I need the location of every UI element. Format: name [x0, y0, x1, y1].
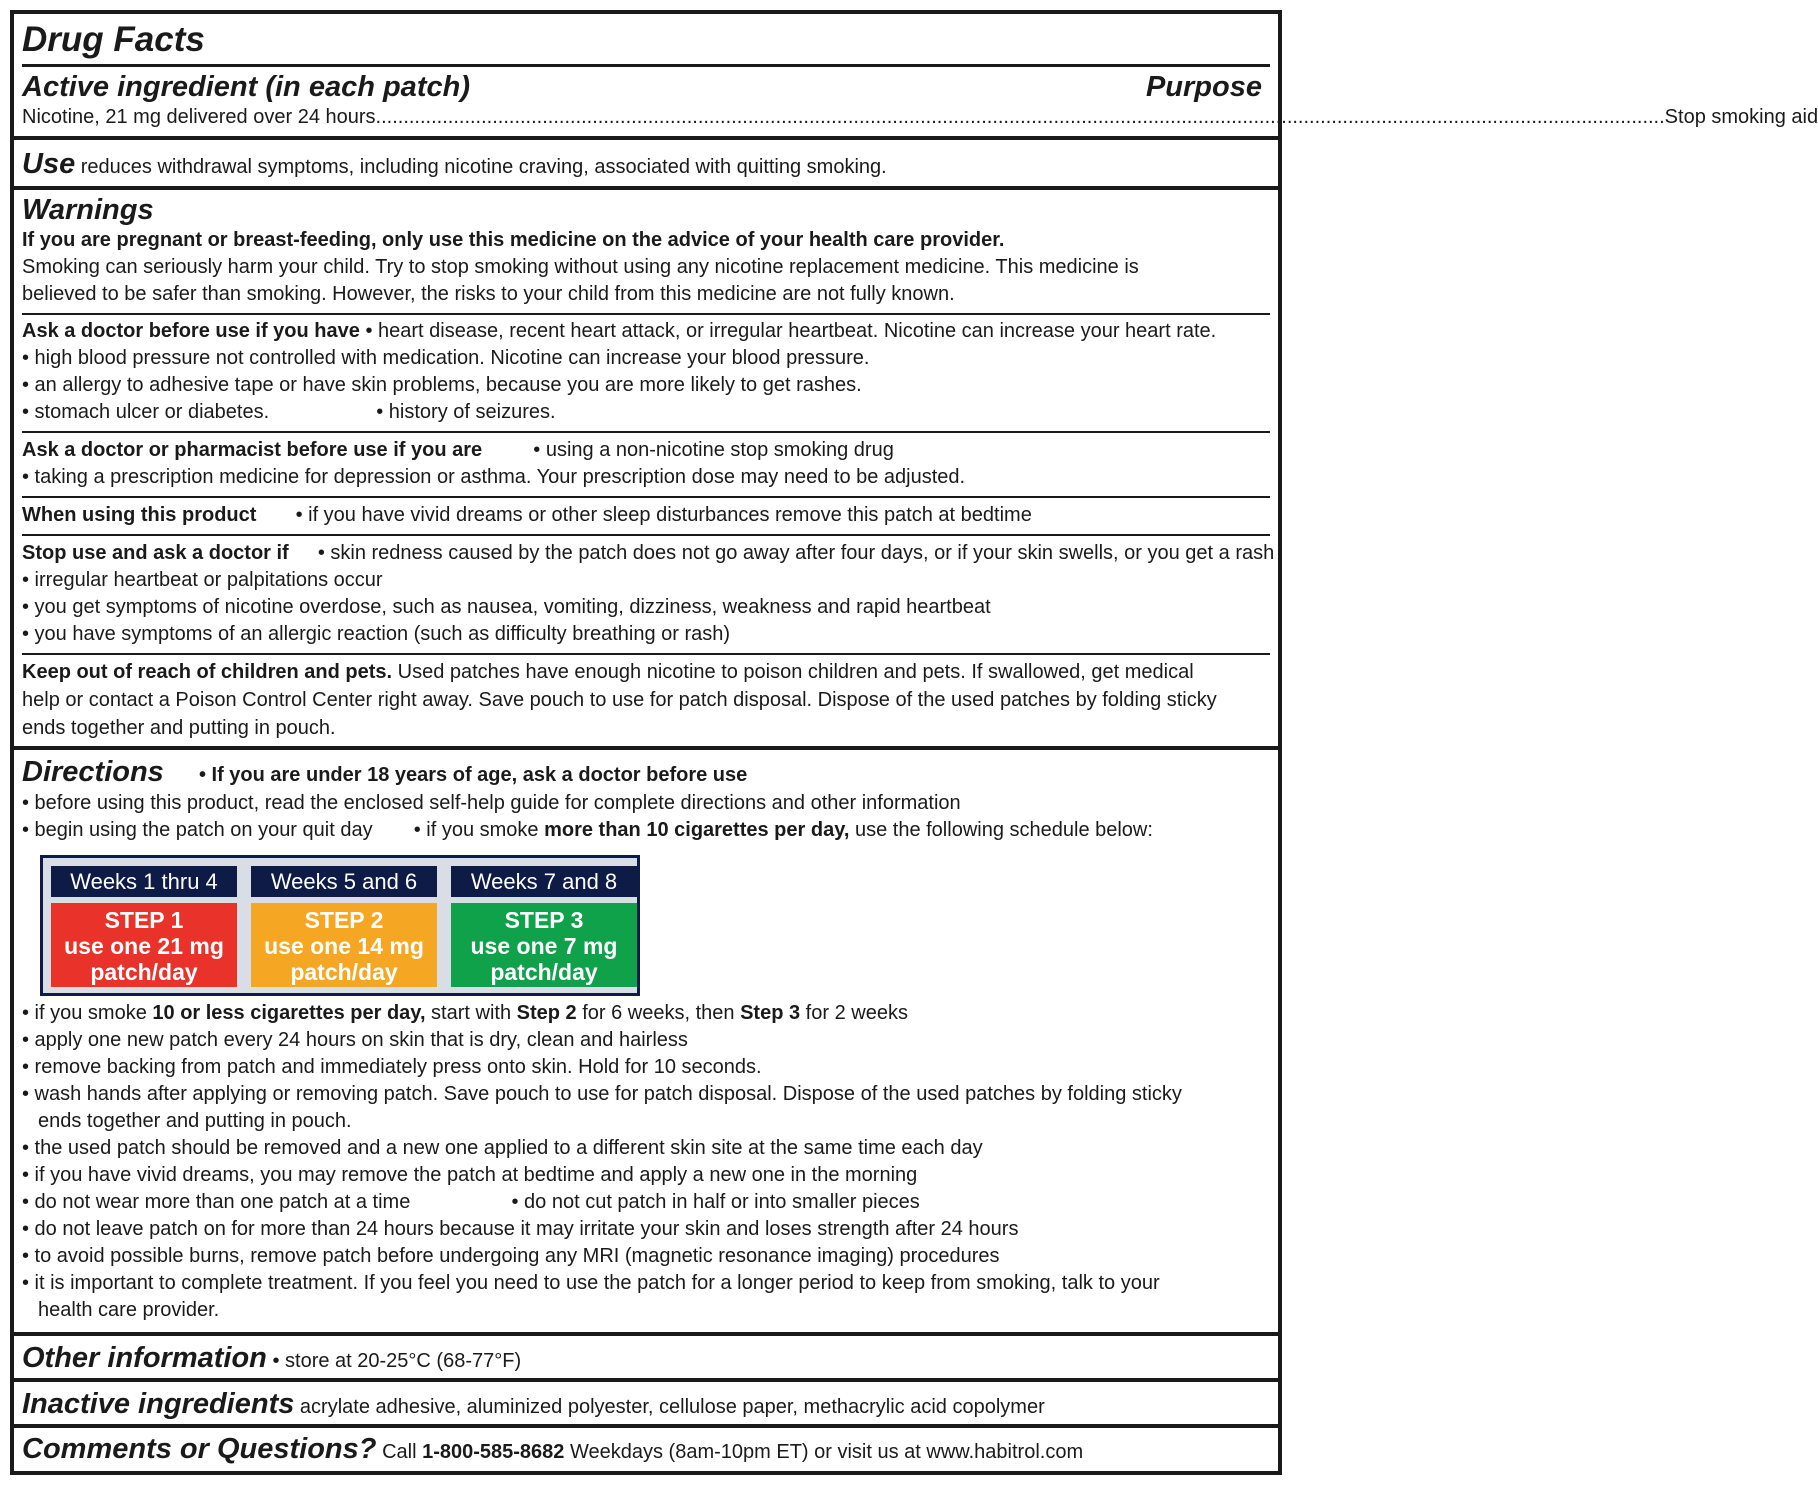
comments-text: Weekdays (8am-10pm ET) or visit us at www.habitrol.com: [564, 1441, 1084, 1463]
ask-pharmacist-item: • taking a prescription medicine for depression or asthma. Your prescription dose may need to be adjusted.: [22, 466, 966, 488]
directions-heading: Directions: [22, 756, 164, 788]
step-label: STEP 3: [504, 907, 584, 933]
directions-item-bold: Step 3: [740, 1002, 801, 1024]
schedule-step-2: [251, 903, 437, 987]
under-18-warning: • If you are under 18 years of age, ask a doctor before use: [198, 764, 748, 786]
directions-item-text: • if you smoke: [22, 1002, 153, 1024]
directions-item: • do not leave patch on for more than 24 hours because it may irritate your skin and loses strength after 24 hours: [22, 1218, 1019, 1240]
stop-use-heading: Stop use and ask a doctor if: [22, 542, 289, 564]
pregnant-warning-line: Smoking can seriously harm your child. Try to stop smoking without using any nicotine replacement medicine. This medicine is: [22, 256, 1139, 278]
ask-doctor-item: • an allergy to adhesive tape or have skin problems, because you are more likely to get rashes.: [22, 374, 862, 396]
directions-item-text: • if you smoke: [413, 819, 545, 841]
active-ingredient-heading-text: Active ingredient (in each patch): [22, 71, 470, 103]
when-using-item: • if you have vivid dreams or other sleep disturbances remove this patch at bedtime: [295, 504, 1032, 526]
warning-rule: [22, 313, 1270, 315]
active-ingredient-row: [22, 104, 1818, 131]
title-rule: [22, 64, 1270, 67]
dosing-schedule-table: [40, 855, 640, 996]
ask-doctor-heading: Ask a doctor before use if you have: [22, 320, 360, 342]
section-divider: [14, 746, 1278, 750]
directions-item: • wash hands after applying or removing patch. Save pouch to use for patch disposal. Dispose of the used patches by folding sticky: [22, 1083, 1182, 1105]
directions-item-text: use the following schedule below:: [849, 819, 1153, 841]
other-info-text: • store at 20-25°C (68-77°F): [272, 1350, 522, 1372]
schedule-step-1: [51, 903, 237, 987]
keep-out-line: [22, 659, 1270, 686]
ask-pharmacist-line: [22, 437, 1270, 464]
section-divider: [14, 1378, 1278, 1382]
keep-out-text: Used patches have enough nicotine to poison children and pets. If swallowed, get medical: [397, 661, 1194, 683]
pregnant-warning-line: believed to be safer than smoking. However, the risks to your child from this medicine are not fully known.: [22, 283, 955, 305]
ask-doctor-item: • high blood pressure not controlled with medication. Nicotine can increase your blood pressure.: [22, 347, 870, 369]
step-unit: patch/day: [490, 959, 598, 985]
directions-item-text: for 6 weeks, then: [576, 1002, 741, 1024]
directions-item-text: • begin using the patch on your quit day: [22, 819, 373, 841]
active-ingredient-text: Nicotine, 21 mg delivered over 24 hours: [22, 106, 376, 128]
section-divider: [14, 136, 1278, 140]
step-label: STEP 2: [304, 907, 384, 933]
step-label: STEP 1: [104, 907, 184, 933]
directions-item: [22, 1000, 1270, 1027]
ask-doctor-line: [22, 399, 1270, 426]
purpose-text: Stop smoking aid: [1664, 106, 1818, 128]
warning-rule: [22, 496, 1270, 498]
warning-rule: [22, 431, 1270, 433]
stop-use-line: [22, 540, 1275, 567]
section-divider: [14, 1332, 1278, 1336]
ask-pharmacist-item: • using a non-nicotine stop smoking drug: [533, 439, 894, 461]
directions-header-line: [22, 755, 1270, 792]
when-using-heading: When using this product: [22, 504, 257, 526]
directions-item-text: start with: [425, 1002, 517, 1024]
directions-item-continued: health care provider.: [38, 1299, 220, 1321]
keep-out-heading: Keep out of reach of children and pets.: [22, 661, 393, 683]
ask-pharmacist-heading: Ask a doctor or pharmacist before use if you are: [22, 439, 483, 461]
directions-item-text: • do not wear more than one patch at a time: [22, 1191, 411, 1213]
directions-item: • the used patch should be removed and a new one applied to a different skin site at the same time each day: [22, 1137, 983, 1159]
directions-item-bold: Step 2: [516, 1002, 577, 1024]
directions-item: [22, 1189, 1270, 1216]
other-info-line: [22, 1341, 1270, 1378]
comments-text: Call: [382, 1441, 423, 1463]
ask-doctor-line: [22, 318, 1270, 345]
other-info-heading: Other information: [22, 1342, 267, 1374]
ask-doctor-item: • heart disease, recent heart attack, or irregular heartbeat. Nicotine can increase your heart rate.: [365, 320, 1217, 342]
when-using-line: [22, 502, 1270, 529]
stop-use-item: • you have symptoms of an allergic reaction (such as difficulty breathing or rash): [22, 623, 731, 645]
schedule-weeks-7-8: Weeks 7 and 8: [451, 866, 637, 897]
warnings-heading: Warnings: [22, 194, 154, 226]
pregnant-warning-bold: If you are pregnant or breast-feeding, only use this medicine on the advice of your health care provider.: [22, 229, 1005, 251]
directions-item: • it is important to complete treatment. If you feel you need to use the patch for a longer period to keep from smoking, talk to your: [22, 1272, 1160, 1294]
directions-item: • remove backing from patch and immediately press onto skin. Hold for 10 seconds.: [22, 1056, 762, 1078]
stop-use-item: • irregular heartbeat or palpitations occur: [22, 569, 383, 591]
use-text: reduces withdrawal symptoms, including nicotine craving, associated with quitting smoking.: [80, 156, 887, 178]
phone-number[interactable]: 1-800-585-8682: [422, 1441, 565, 1463]
step-dose: use one 14 mg: [264, 933, 424, 959]
ask-doctor-item: • stomach ulcer or diabetes.: [22, 401, 270, 423]
active-ingredient-heading: [22, 70, 1270, 104]
directions-item: • if you have vivid dreams, you may remove the patch at bedtime and apply a new one in the morning: [22, 1164, 918, 1186]
comments-line: [22, 1432, 1270, 1469]
step-dose: use one 21 mg: [64, 933, 224, 959]
directions-item-bold: more than 10 cigarettes per day,: [544, 819, 850, 841]
keep-out-text: help or contact a Poison Control Center right away. Save pouch to use for patch disposal. Dispose of the used patches by folding sticky: [22, 689, 1217, 711]
section-divider: [14, 186, 1278, 190]
directions-item: • to avoid possible burns, remove patch before undergoing any MRI (magnetic resonance imaging) procedures: [22, 1245, 1000, 1267]
drug-facts-label: [10, 10, 1818, 1475]
directions-item: • apply one new patch every 24 hours on skin that is dry, clean and hairless: [22, 1029, 688, 1051]
warning-rule: [22, 653, 1270, 655]
dot-leader: ........................................................................................................................................................................................................................................: [375, 106, 1665, 128]
section-divider: [14, 1424, 1278, 1428]
stop-use-item: • you get symptoms of nicotine overdose, such as nausea, vomiting, dizziness, weakness and rapid heartbeat: [22, 596, 991, 618]
inactive-line: [22, 1387, 1270, 1424]
step-unit: patch/day: [290, 959, 398, 985]
directions-item: [22, 817, 1270, 844]
drug-facts-title: Drug Facts: [22, 20, 205, 59]
use-heading: Use: [22, 148, 76, 180]
purpose-heading: Purpose: [1145, 71, 1262, 103]
comments-heading: Comments or Questions?: [22, 1433, 377, 1465]
inactive-text: acrylate adhesive, aluminized polyester, cellulose paper, methacrylic acid copolymer: [299, 1396, 1045, 1418]
keep-out-text: ends together and putting in pouch.: [22, 717, 336, 739]
directions-item-text: • do not cut patch in half or into smaller pieces: [511, 1191, 920, 1213]
ask-doctor-item: • history of seizures.: [376, 401, 556, 423]
schedule-step-3: [451, 903, 637, 987]
directions-item: • before using this product, read the enclosed self-help guide for complete directions and other information: [22, 792, 961, 814]
directions-item-continued: ends together and putting in pouch.: [38, 1110, 352, 1132]
step-unit: patch/day: [90, 959, 198, 985]
schedule-weeks-5-6: Weeks 5 and 6: [251, 866, 437, 897]
stop-use-item: • skin redness caused by the patch does not go away after four days, or if your skin swells, or you get a rash: [317, 542, 1275, 564]
step-dose: use one 7 mg: [470, 933, 618, 959]
use-section: [22, 147, 1270, 184]
directions-item-bold: 10 or less cigarettes per day,: [152, 1002, 426, 1024]
schedule-weeks-1-4: Weeks 1 thru 4: [51, 866, 237, 897]
warning-rule: [22, 534, 1270, 536]
directions-item-text: for 2 weeks: [800, 1002, 908, 1024]
inactive-heading: Inactive ingredients: [22, 1388, 295, 1420]
